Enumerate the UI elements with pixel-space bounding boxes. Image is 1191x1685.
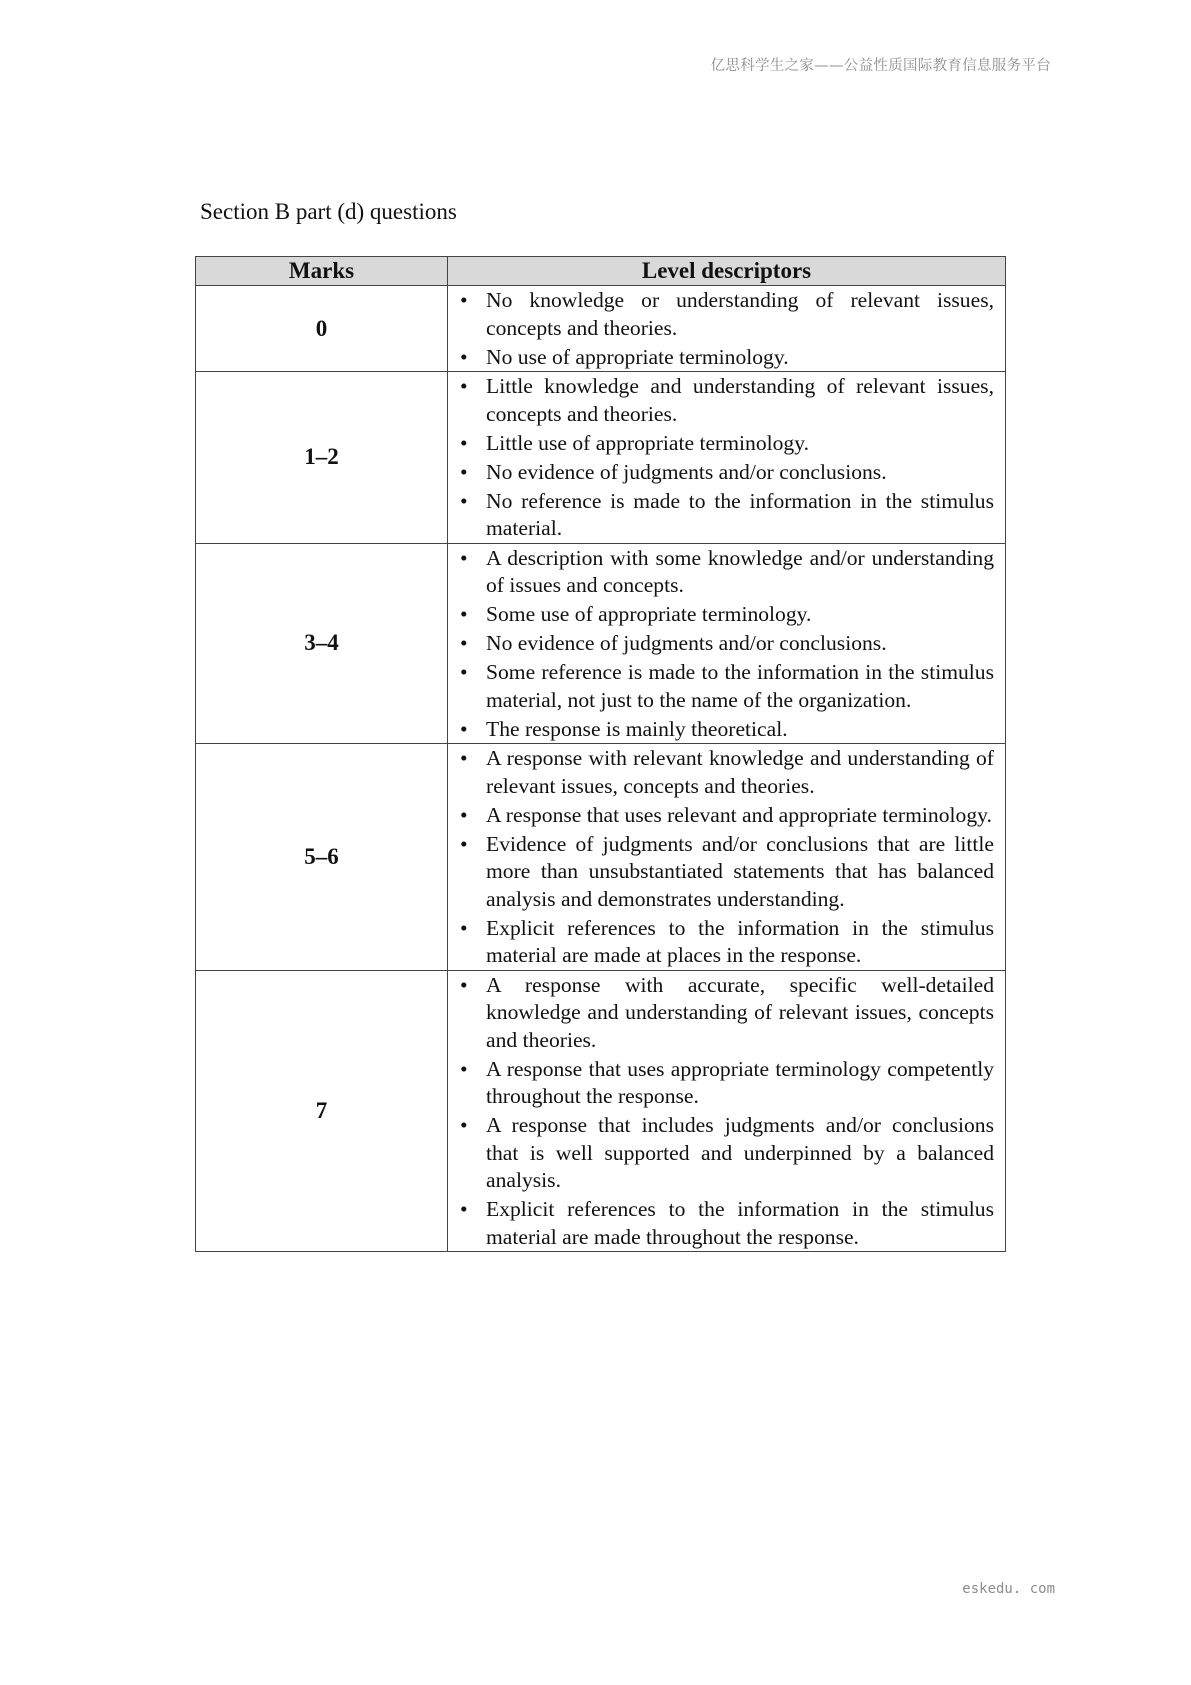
marks-column-header: Marks [196,257,448,286]
descriptor-item: • A response that uses relevant and appropriate terminology. [458,802,994,830]
marking-rubric-table [195,256,1006,1252]
descriptor-item: • A response that uses appropriate terminology competently throughout the response. [458,1056,994,1111]
descriptor-item: • Explicit references to the information in the stimulus material are made at places in the response. [458,915,994,970]
marks-cell: 3–4 [196,543,448,744]
descriptors-cell [448,286,1006,372]
table-row [196,543,1006,744]
descriptor-item: • A description with some knowledge and/or understanding of issues and concepts. [458,545,994,600]
descriptor-item: • No knowledge or understanding of relevant issues, concepts and theories. [458,287,994,342]
descriptor-item: • Little knowledge and understanding of relevant issues, concepts and theories. [458,373,994,428]
descriptor-item: • Little use of appropriate terminology. [458,430,994,458]
section-title: Section B part (d) questions [200,199,457,224]
footer-site-label: eskedu. com [962,1581,1055,1597]
level-descriptors-column-header: Level descriptors [448,257,1006,286]
descriptor-item: • A response with relevant knowledge and understanding of relevant issues, concepts and theories. [458,745,994,800]
descriptor-item: • No evidence of judgments and/or conclusions. [458,630,994,658]
marks-cell: 1–2 [196,372,448,544]
marks-cell: 0 [196,286,448,372]
descriptors-cell [448,543,1006,744]
descriptor-item: • Explicit references to the information in the stimulus material are made throughout the response. [458,1196,994,1251]
table-row [196,970,1006,1252]
descriptor-item: • Some reference is made to the information in the stimulus material, not just to the name of the organization. [458,659,994,714]
table-row [196,286,1006,372]
descriptor-item: • No reference is made to the information in the stimulus material. [458,488,994,543]
table-row [196,372,1006,544]
descriptor-item: • A response with accurate, specific well-detailed knowledge and understanding of relevant issues, concepts and theories. [458,972,994,1055]
descriptor-item: • The response is mainly theoretical. [458,716,994,744]
descriptor-item: • Some use of appropriate terminology. [458,601,994,629]
descriptor-item: • A response that includes judgments and/or conclusions that is well supported and underpinned by a balanced analysis. [458,1112,994,1195]
header-watermark: 亿思科学生之家——公益性质国际教育信息服务平台 [710,58,1051,74]
marks-cell: 5–6 [196,744,448,971]
table-row [196,744,1006,971]
descriptor-item: • No use of appropriate terminology. [458,344,994,372]
descriptors-cell [448,372,1006,544]
descriptors-cell [448,970,1006,1252]
table-header-row [196,257,1006,286]
descriptor-item: • Evidence of judgments and/or conclusions that are little more than unsubstantiated statements that has balanced analysis and demonstrates understanding. [458,831,994,914]
descriptor-item: • No evidence of judgments and/or conclusions. [458,459,994,487]
descriptors-cell [448,744,1006,971]
marks-cell: 7 [196,970,448,1252]
